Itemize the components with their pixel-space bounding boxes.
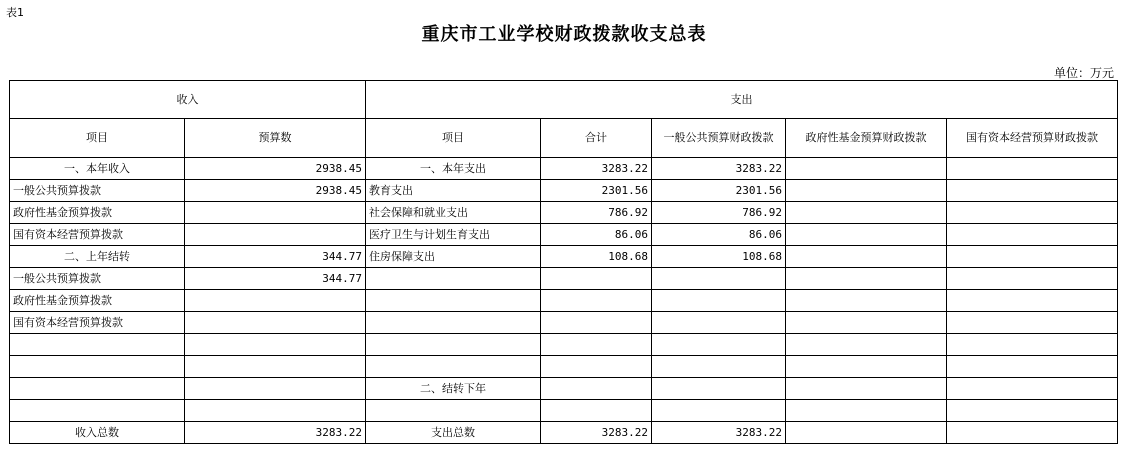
table-row — [10, 334, 1118, 356]
table-row — [10, 224, 1118, 246]
cell-total: 86.06 — [541, 224, 652, 246]
cell-total: 786.92 — [541, 202, 652, 224]
cell-total — [541, 356, 652, 378]
cell-income-budget: 2938.45 — [185, 180, 366, 202]
cell-gov-fund — [786, 180, 947, 202]
cell-general-public: 3283.22 — [652, 422, 786, 444]
cell-expense-item — [366, 312, 541, 334]
cell-gov-fund — [786, 158, 947, 180]
section-header-row — [10, 81, 1118, 119]
cell-soe-capital — [947, 356, 1118, 378]
cell-expense-item — [366, 356, 541, 378]
table-row — [10, 180, 1118, 202]
cell-income-budget — [185, 290, 366, 312]
table-row — [10, 356, 1118, 378]
cell-income-budget: 344.77 — [185, 246, 366, 268]
cell-expense-item: 社会保障和就业支出 — [366, 202, 541, 224]
cell-gov-fund — [786, 422, 947, 444]
cell-expense-item — [366, 334, 541, 356]
cell-total: 3283.22 — [541, 422, 652, 444]
cell-soe-capital — [947, 246, 1118, 268]
cell-income-item: 收入总数 — [10, 422, 185, 444]
cell-expense-item: 一、本年支出 — [366, 158, 541, 180]
cell-expense-item — [366, 268, 541, 290]
cell-expense-item — [366, 290, 541, 312]
cell-soe-capital — [947, 202, 1118, 224]
cell-general-public: 786.92 — [652, 202, 786, 224]
cell-total: 108.68 — [541, 246, 652, 268]
cell-soe-capital — [947, 268, 1118, 290]
cell-total — [541, 334, 652, 356]
income-section-header: 收入 — [10, 81, 366, 119]
table-row — [10, 202, 1118, 224]
cell-general-public — [652, 356, 786, 378]
cell-income-item: 国有资本经营预算拨款 — [10, 312, 185, 334]
cell-total — [541, 290, 652, 312]
table-row — [10, 246, 1118, 268]
table-row — [10, 312, 1118, 334]
cell-expense-item: 医疗卫生与计划生育支出 — [366, 224, 541, 246]
cell-income-budget — [185, 312, 366, 334]
table-row — [10, 290, 1118, 312]
table-row — [10, 158, 1118, 180]
table-row — [10, 268, 1118, 290]
page-title: 重庆市工业学校财政拨款收支总表 — [421, 24, 707, 45]
cell-total: 2301.56 — [541, 180, 652, 202]
cell-general-public: 2301.56 — [652, 180, 786, 202]
cell-gov-fund — [786, 268, 947, 290]
cell-general-public — [652, 334, 786, 356]
cell-income-item — [10, 356, 185, 378]
cell-total: 3283.22 — [541, 158, 652, 180]
cell-total — [541, 312, 652, 334]
cell-income-budget: 2938.45 — [185, 158, 366, 180]
cell-soe-capital — [947, 400, 1118, 422]
table-number: 表1 — [6, 6, 24, 19]
col-soe-capital: 国有资本经营预算财政拨款 — [947, 119, 1118, 158]
cell-general-public — [652, 312, 786, 334]
cell-income-item: 国有资本经营预算拨款 — [10, 224, 185, 246]
expense-section-header: 支出 — [366, 81, 1118, 119]
cell-income-budget: 3283.22 — [185, 422, 366, 444]
cell-expense-item: 支出总数 — [366, 422, 541, 444]
table-row — [10, 422, 1118, 444]
cell-gov-fund — [786, 334, 947, 356]
cell-income-item: 一般公共预算拨款 — [10, 180, 185, 202]
cell-soe-capital — [947, 290, 1118, 312]
cell-general-public — [652, 400, 786, 422]
cell-expense-item: 教育支出 — [366, 180, 541, 202]
cell-total — [541, 268, 652, 290]
cell-income-budget — [185, 400, 366, 422]
cell-general-public — [652, 290, 786, 312]
col-expense-item: 项目 — [366, 119, 541, 158]
cell-income-item: 政府性基金预算拨款 — [10, 202, 185, 224]
cell-total — [541, 400, 652, 422]
cell-income-item — [10, 334, 185, 356]
cell-soe-capital — [947, 378, 1118, 400]
cell-soe-capital — [947, 312, 1118, 334]
cell-general-public: 86.06 — [652, 224, 786, 246]
col-income-budget: 预算数 — [185, 119, 366, 158]
cell-income-budget — [185, 378, 366, 400]
cell-gov-fund — [786, 290, 947, 312]
cell-expense-item: 住房保障支出 — [366, 246, 541, 268]
cell-general-public — [652, 378, 786, 400]
col-general-public: 一般公共预算财政拨款 — [652, 119, 786, 158]
cell-income-item — [10, 400, 185, 422]
col-gov-fund: 政府性基金预算财政拨款 — [786, 119, 947, 158]
cell-income-item: 二、上年结转 — [10, 246, 185, 268]
cell-soe-capital — [947, 180, 1118, 202]
cell-gov-fund — [786, 224, 947, 246]
cell-income-item: 一般公共预算拨款 — [10, 268, 185, 290]
cell-gov-fund — [786, 356, 947, 378]
column-header-row — [10, 119, 1118, 158]
cell-general-public: 3283.22 — [652, 158, 786, 180]
unit-label: 单位：万元 — [1053, 66, 1114, 80]
cell-income-budget — [185, 224, 366, 246]
cell-general-public: 108.68 — [652, 246, 786, 268]
cell-soe-capital — [947, 224, 1118, 246]
table-row — [10, 400, 1118, 422]
cell-income-budget: 344.77 — [185, 268, 366, 290]
cell-general-public — [652, 268, 786, 290]
cell-soe-capital — [947, 158, 1118, 180]
cell-gov-fund — [786, 312, 947, 334]
cell-income-budget — [185, 202, 366, 224]
cell-gov-fund — [786, 378, 947, 400]
col-total: 合计 — [541, 119, 652, 158]
cell-income-item: 政府性基金预算拨款 — [10, 290, 185, 312]
cell-soe-capital — [947, 334, 1118, 356]
cell-income-item — [10, 378, 185, 400]
cell-income-item: 一、本年收入 — [10, 158, 185, 180]
budget-table — [9, 80, 1118, 444]
table-row — [10, 378, 1118, 400]
cell-expense-item: 二、结转下年 — [366, 378, 541, 400]
cell-income-budget — [185, 334, 366, 356]
col-income-item: 项目 — [10, 119, 185, 158]
cell-expense-item — [366, 400, 541, 422]
cell-total — [541, 378, 652, 400]
cell-gov-fund — [786, 246, 947, 268]
cell-soe-capital — [947, 422, 1118, 444]
cell-income-budget — [185, 356, 366, 378]
cell-gov-fund — [786, 400, 947, 422]
cell-gov-fund — [786, 202, 947, 224]
